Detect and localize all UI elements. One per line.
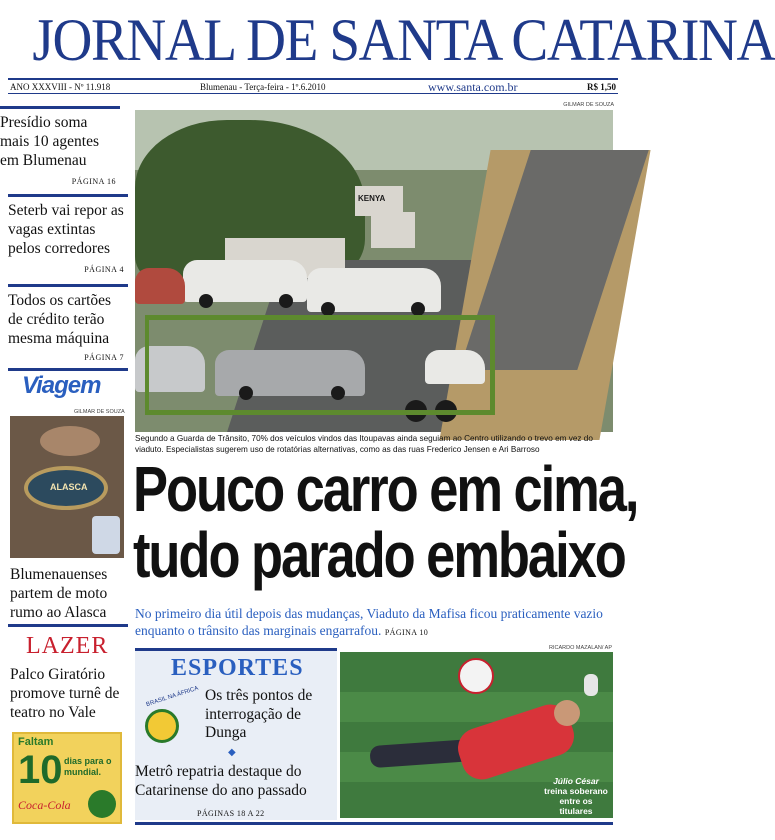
teaser-title: Todos os cartões de crédito terão mesma máquina — [8, 292, 112, 347]
badge-text: BRASIL NA ÁFRICA — [145, 685, 200, 709]
website-link[interactable]: www.santa.com.br — [428, 80, 518, 94]
sports-photo-caption — [542, 776, 610, 816]
photo-lorry-text: KENYA — [358, 194, 386, 203]
ad-days-number: 10 — [18, 748, 63, 792]
car-carrier-truck — [145, 315, 495, 415]
headline-line-2: tudo parado embaixo — [133, 519, 625, 591]
ad-brand-logo: Coca-Cola — [18, 798, 71, 812]
africa-map-icon — [145, 709, 179, 743]
photo-car — [135, 268, 185, 304]
sports-photo-credit: RICARDO MAZALAN/ AP — [549, 645, 612, 651]
main-photo-caption: Segundo a Guarda de Trânsito, 70% dos veículos vindos das Itoupavas ainda seguiam ao Centro utilizando o trevo em vez do viaduto. Especialistas sugerem uso de rotatórias alternativas, como as das ruas Frederico Jensen e Ari Barroso — [135, 434, 593, 454]
issue-date: Blumenau - Terça-feira - 1º.6.2010 — [200, 82, 326, 92]
lazer-teaser-text: Palco Giratório promove turnê de teatro no Vale — [10, 666, 120, 721]
photo-lorry — [371, 212, 415, 248]
masthead — [8, 4, 775, 76]
cover-price: R$ 1,50 — [587, 82, 616, 92]
viagem-photo-credit: GILMAR DE SOUZA — [74, 409, 125, 415]
esportes-teaser-dunga[interactable]: Os três pontos de interrogação de Dunga — [205, 687, 313, 741]
photo-wheel — [199, 294, 213, 308]
alasca-sign-text: ALASCA — [50, 482, 88, 492]
main-headline[interactable] — [133, 453, 638, 591]
teaser-page: PÁGINA 7 — [84, 353, 124, 362]
main-photo-credit: GILMAR DE SOUZA — [563, 102, 614, 108]
viagem-photo[interactable] — [10, 416, 124, 558]
teaser-seterb[interactable] — [8, 194, 128, 278]
teaser-page: PÁGINA 16 — [71, 177, 116, 186]
esportes-section[interactable] — [135, 648, 337, 820]
bottom-rule — [135, 822, 613, 825]
esportes-page-ref: PÁGINAS 18 A 22 — [197, 809, 265, 818]
photo-wheel — [411, 302, 425, 316]
newspaper-title: JORNAL DE SANTA CATARINA — [32, 7, 775, 73]
viagem-section-label[interactable]: Viagem — [22, 372, 101, 399]
football-icon — [458, 658, 494, 694]
teaser-page: PÁGINA 4 — [84, 265, 124, 274]
viagem-teaser-text[interactable]: Blumenauenses partem de moto rumo ao Alasca — [10, 566, 108, 621]
caption-text: treina soberano entre os titulares — [544, 786, 608, 816]
edition-number: ANO XXXVIII - Nº 11.918 — [10, 82, 111, 92]
headline-line-1: Pouco carro em cima, — [133, 453, 638, 525]
ad-days-text: dias para o mundial. — [64, 756, 112, 777]
deck-page-ref: PÁGINA 10 — [384, 627, 429, 637]
esportes-teaser-metro[interactable]: Metrô repatria destaque do Catarinense do ano passado — [135, 763, 307, 799]
caption-player-name: Júlio César — [553, 776, 599, 786]
folio-bar — [8, 78, 618, 94]
viagem-rule — [8, 368, 128, 371]
teaser-title: Presídio soma mais 10 agentes em Blumenau — [0, 114, 100, 169]
diamond-separator-icon: ◆ — [228, 747, 236, 758]
glove-icon — [584, 674, 598, 696]
countdown-ad[interactable] — [12, 732, 122, 824]
teaser-title: Seterb vai repor as vagas extintas pelos corredores — [8, 202, 124, 257]
photo-wheel — [279, 294, 293, 308]
esportes-section-label: ESPORTES — [171, 655, 304, 681]
photo-highlight — [40, 426, 100, 456]
sticker — [92, 516, 120, 554]
world-cup-badge-icon — [88, 790, 116, 818]
deck-text: No primeiro dia útil depois das mudanças, Viaduto da Mafisa ficou praticamente vazio enquanto o trânsito das marginais engarrafou. — [135, 606, 603, 638]
main-deck — [135, 606, 617, 641]
photo-wheel — [321, 302, 335, 316]
main-traffic-photo[interactable] — [135, 110, 613, 432]
keeper-head — [554, 700, 580, 726]
lazer-section[interactable] — [8, 624, 128, 721]
teaser-cartoes[interactable] — [8, 284, 128, 364]
lazer-section-label: LAZER — [26, 633, 109, 659]
ad-faltam: Faltam — [18, 736, 54, 748]
teaser-presidio[interactable] — [0, 106, 120, 186]
